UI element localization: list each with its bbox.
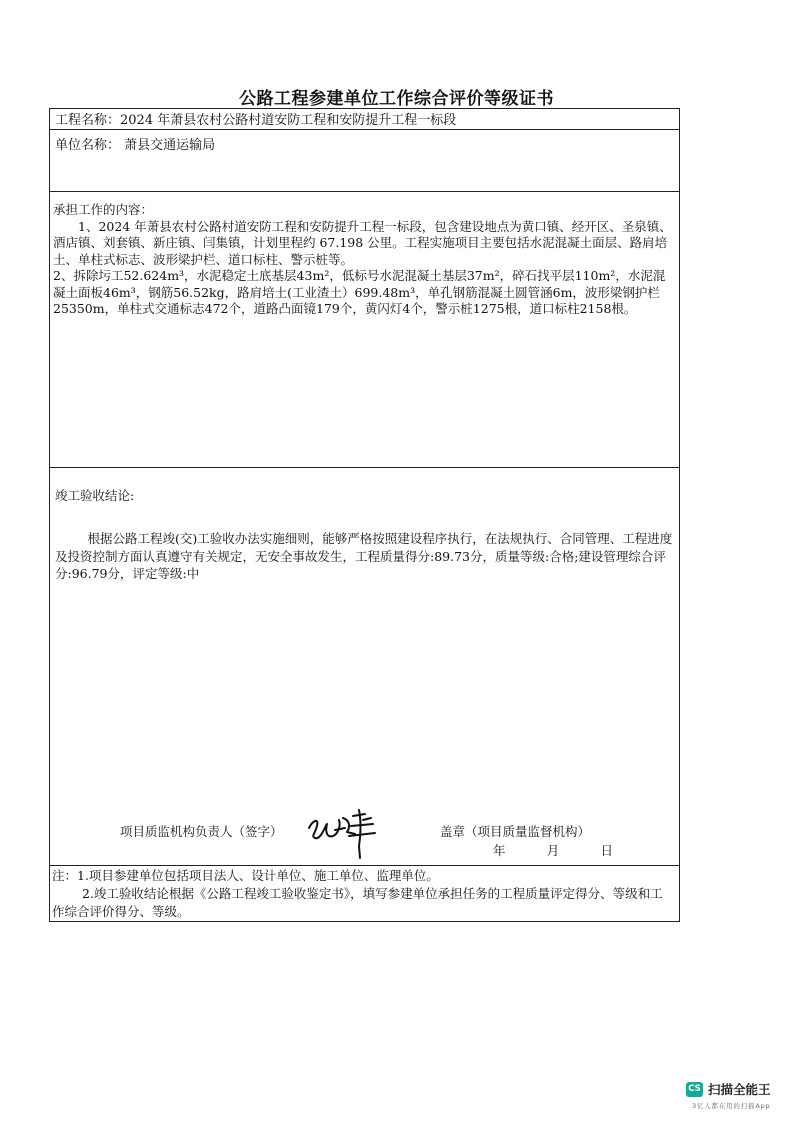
notes-section (50, 865, 679, 921)
conclusion-label: 竣工验收结论: (55, 488, 135, 503)
date-day: 日 (600, 843, 613, 858)
signature-line (50, 820, 679, 860)
conclusion-section (50, 467, 679, 865)
work-content-section (50, 191, 679, 467)
certificate-form (49, 108, 680, 922)
date-line (493, 841, 613, 859)
watermark-tagline: 3亿人都在用的扫描App (692, 1102, 771, 1110)
certificate-title: 公路工程参建单位工作综合评价等级证书 (239, 89, 554, 109)
project-name: 工程名称：2024 年萧县农村公路村道安防工程和安防提升工程一标段 (55, 113, 457, 128)
camscanner-watermark (686, 1080, 791, 1116)
work-content-label: 承担工作的内容： (53, 202, 154, 217)
note-1: 注：1.项目参建单位包括项目法人、设计单位、施工单位、监理单位。 (52, 868, 439, 883)
work-content-paragraph-1: 1、2024 年萧县农村公路村道安防工程和安防提升工程一标段，包含建设地点为黄口镇、经开区、圣泉镇、酒店镇、刘套镇、新庄镇、闫集镇，计划里程约 67.198 公里。工程实施项目主要包括水泥混凝土面层、路肩培土、单柱式标志、波形梁护栏、道口标柱、警示桩等。 (53, 218, 672, 267)
unit-name-row (50, 129, 679, 191)
watermark-name: 扫描全能王 (708, 1082, 771, 1097)
date-month: 月 (546, 843, 560, 858)
date-year: 年 (493, 843, 506, 858)
seal-label: 盖章（项目质量监督机构） (440, 824, 591, 839)
work-content-paragraph-2: 2、拆除圬工52.624m³，水泥稳定土底基层43m²，低标号水泥混凝土基层37m²，碎石找平层110m²，水泥混凝土面板46m³，钢筋56.52kg，路肩培土(工业渣土）699.48m³，单孔钢筋混凝土圆管涵6m，波形梁钢护栏25350m，单柱式交通标志472个，道路凸面镜179个，黄闪灯4个，警示桩1275根，道口标柱2158根。 (53, 268, 666, 316)
note-2: 2.竣工验收结论根据《公路工程竣工验收鉴定书》，填写参建单位承担任务的工程质量评定得分、等级和工作综合评价得分、等级。 (52, 886, 663, 919)
conclusion-text: 根据公路工程竣(交)工验收办法实施细则，能够严格按照建设程序执行，在法规执行、合同管理、工程进度及投资控制方面认真遵守有关规定，无安全事故发生，工程质量得分:89.73分，质量等级:合格;建设管理综合评分:96.79分，评定等级:中 (55, 531, 673, 581)
handwritten-signature (305, 806, 380, 861)
camscanner-logo-icon: CS (686, 1082, 703, 1097)
unit-name: 单位名称： 萧县交通运输局 (55, 138, 216, 153)
signature-label: 项目质监机构负责人（签字） (120, 824, 283, 839)
project-name-row (50, 109, 679, 129)
